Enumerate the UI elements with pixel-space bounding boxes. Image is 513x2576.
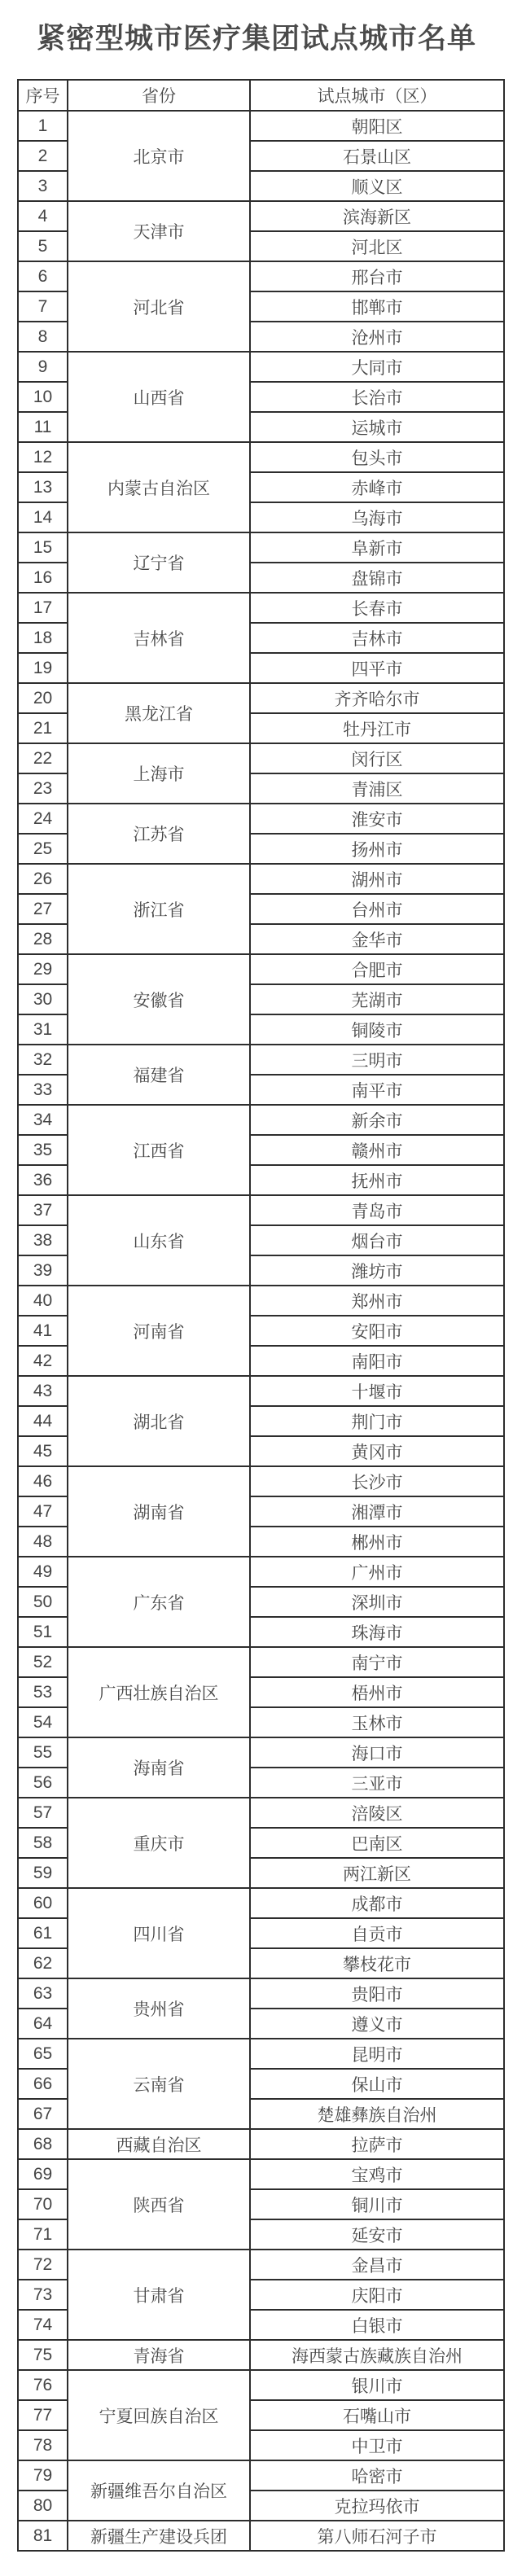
city-cell: 大同市 [250, 352, 504, 382]
row-number-cell: 78 [18, 2430, 68, 2460]
city-cell: 运城市 [250, 412, 504, 442]
city-cell: 吉林市 [250, 623, 504, 653]
row-number-cell: 11 [18, 412, 68, 442]
row-number-cell: 72 [18, 2250, 68, 2280]
city-cell: 两江新区 [250, 1858, 504, 1888]
province-cell: 北京市 [68, 111, 250, 201]
province-cell: 西藏自治区 [68, 2129, 250, 2159]
city-cell: 梧州市 [250, 1677, 504, 1707]
city-cell: 金华市 [250, 924, 504, 954]
city-cell: 青岛市 [250, 1195, 504, 1225]
city-cell: 邢台市 [250, 261, 504, 291]
row-number-cell: 30 [18, 984, 68, 1014]
city-cell: 第八师石河子市 [250, 2521, 504, 2551]
province-cell: 广西壮族自治区 [68, 1647, 250, 1737]
city-cell: 哈密市 [250, 2460, 504, 2491]
row-number-cell: 45 [18, 1436, 68, 1466]
city-cell: 台州市 [250, 894, 504, 924]
city-cell: 朝阳区 [250, 111, 504, 141]
city-cell: 海口市 [250, 1737, 504, 1768]
table-header [18, 80, 504, 111]
province-cell: 青海省 [68, 2340, 250, 2370]
city-cell: 盘锦市 [250, 563, 504, 593]
city-cell: 淮安市 [250, 804, 504, 834]
row-number-cell: 7 [18, 291, 68, 322]
table-row [18, 2129, 504, 2159]
row-number-cell: 54 [18, 1707, 68, 1737]
city-cell: 成都市 [250, 1888, 504, 1918]
table-row [18, 201, 504, 231]
city-cell: 四平市 [250, 653, 504, 683]
table-row [18, 1286, 504, 1316]
city-cell: 银川市 [250, 2370, 504, 2400]
row-number-cell: 1 [18, 111, 68, 141]
table-row [18, 2521, 504, 2551]
province-cell: 贵州省 [68, 1978, 250, 2039]
province-cell: 云南省 [68, 2039, 250, 2129]
table-row [18, 1978, 504, 2009]
table-row [18, 1045, 504, 1075]
row-number-cell: 81 [18, 2521, 68, 2551]
province-cell: 新疆生产建设兵团 [68, 2521, 250, 2551]
city-cell: 河北区 [250, 231, 504, 261]
table-row [18, 1557, 504, 1587]
city-cell: 石景山区 [250, 141, 504, 171]
city-cell: 湖州市 [250, 864, 504, 894]
province-cell: 福建省 [68, 1045, 250, 1105]
row-number-cell: 29 [18, 954, 68, 984]
row-number-cell: 32 [18, 1045, 68, 1075]
table-row [18, 442, 504, 472]
row-number-cell: 53 [18, 1677, 68, 1707]
row-number-cell: 63 [18, 1978, 68, 2009]
row-number-cell: 14 [18, 502, 68, 532]
row-number-cell: 48 [18, 1527, 68, 1557]
row-number-cell: 74 [18, 2310, 68, 2340]
row-number-cell: 44 [18, 1406, 68, 1436]
province-cell: 浙江省 [68, 864, 250, 954]
header-serial-number: 序号 [18, 80, 68, 111]
row-number-cell: 35 [18, 1135, 68, 1165]
table-row [18, 1376, 504, 1406]
city-cell: 宝鸡市 [250, 2159, 504, 2189]
row-number-cell: 50 [18, 1587, 68, 1617]
province-cell: 新疆维吾尔自治区 [68, 2460, 250, 2521]
province-cell: 湖南省 [68, 1466, 250, 1557]
table-row [18, 2460, 504, 2491]
city-cell: 长春市 [250, 593, 504, 623]
pilot-cities-table [17, 79, 505, 2552]
table-row [18, 1647, 504, 1677]
city-cell: 新余市 [250, 1105, 504, 1135]
city-cell: 保山市 [250, 2069, 504, 2099]
row-number-cell: 6 [18, 261, 68, 291]
city-cell: 延安市 [250, 2219, 504, 2250]
city-cell: 克拉玛依市 [250, 2491, 504, 2521]
city-cell: 牡丹江市 [250, 713, 504, 743]
row-number-cell: 24 [18, 804, 68, 834]
city-cell: 赣州市 [250, 1135, 504, 1165]
city-cell: 玉林市 [250, 1707, 504, 1737]
row-number-cell: 77 [18, 2400, 68, 2430]
row-number-cell: 64 [18, 2009, 68, 2039]
table-row [18, 2039, 504, 2069]
row-number-cell: 12 [18, 442, 68, 472]
city-cell: 攀枝花市 [250, 1948, 504, 1978]
table-row [18, 532, 504, 563]
row-number-cell: 19 [18, 653, 68, 683]
row-number-cell: 61 [18, 1918, 68, 1948]
row-number-cell: 41 [18, 1316, 68, 1346]
city-cell: 潍坊市 [250, 1255, 504, 1286]
city-cell: 白银市 [250, 2310, 504, 2340]
city-cell: 湘潭市 [250, 1496, 504, 1527]
city-cell: 黄冈市 [250, 1436, 504, 1466]
row-number-cell: 21 [18, 713, 68, 743]
province-cell: 宁夏回族自治区 [68, 2370, 250, 2460]
province-cell: 内蒙古自治区 [68, 442, 250, 532]
city-cell: 庆阳市 [250, 2280, 504, 2310]
table-row [18, 1888, 504, 1918]
city-cell: 南阳市 [250, 1346, 504, 1376]
table-row [18, 261, 504, 291]
province-cell: 重庆市 [68, 1798, 250, 1888]
province-cell: 广东省 [68, 1557, 250, 1647]
row-number-cell: 62 [18, 1948, 68, 1978]
row-number-cell: 57 [18, 1798, 68, 1828]
province-cell: 甘肃省 [68, 2250, 250, 2340]
province-cell: 山西省 [68, 352, 250, 442]
row-number-cell: 51 [18, 1617, 68, 1647]
city-cell: 广州市 [250, 1557, 504, 1587]
city-cell: 中卫市 [250, 2430, 504, 2460]
city-cell: 乌海市 [250, 502, 504, 532]
row-number-cell: 80 [18, 2491, 68, 2521]
city-cell: 昆明市 [250, 2039, 504, 2069]
city-cell: 三明市 [250, 1045, 504, 1075]
row-number-cell: 10 [18, 382, 68, 412]
table-row [18, 1105, 504, 1135]
row-number-cell: 4 [18, 201, 68, 231]
table-row [18, 1195, 504, 1225]
city-cell: 铜陵市 [250, 1014, 504, 1045]
city-cell: 安阳市 [250, 1316, 504, 1346]
header-pilot-city: 试点城市（区） [250, 80, 504, 111]
city-cell: 自贡市 [250, 1918, 504, 1948]
table-row [18, 2250, 504, 2280]
city-cell: 烟台市 [250, 1225, 504, 1255]
city-cell: 巴南区 [250, 1828, 504, 1858]
row-number-cell: 49 [18, 1557, 68, 1587]
row-number-cell: 70 [18, 2189, 68, 2219]
city-cell: 石嘴山市 [250, 2400, 504, 2430]
header-row [18, 80, 504, 111]
row-number-cell: 26 [18, 864, 68, 894]
city-cell: 金昌市 [250, 2250, 504, 2280]
province-cell: 江苏省 [68, 804, 250, 864]
city-cell: 海西蒙古族藏族自治州 [250, 2340, 504, 2370]
city-cell: 拉萨市 [250, 2129, 504, 2159]
city-cell: 齐齐哈尔市 [250, 683, 504, 713]
row-number-cell: 17 [18, 593, 68, 623]
row-number-cell: 67 [18, 2099, 68, 2129]
row-number-cell: 15 [18, 532, 68, 563]
row-number-cell: 56 [18, 1768, 68, 1798]
row-number-cell: 43 [18, 1376, 68, 1406]
header-province: 省份 [68, 80, 250, 111]
table-row [18, 593, 504, 623]
city-cell: 铜川市 [250, 2189, 504, 2219]
row-number-cell: 22 [18, 743, 68, 773]
table-row [18, 1798, 504, 1828]
province-cell: 湖北省 [68, 1376, 250, 1466]
row-number-cell: 71 [18, 2219, 68, 2250]
city-cell: 十堰市 [250, 1376, 504, 1406]
city-cell: 扬州市 [250, 834, 504, 864]
city-cell: 芜湖市 [250, 984, 504, 1014]
row-number-cell: 60 [18, 1888, 68, 1918]
province-cell: 四川省 [68, 1888, 250, 1978]
row-number-cell: 75 [18, 2340, 68, 2370]
table-row [18, 954, 504, 984]
table-row [18, 743, 504, 773]
page-title: 紧密型城市医疗集团试点城市名单 [36, 23, 476, 55]
row-number-cell: 23 [18, 773, 68, 804]
table-row [18, 683, 504, 713]
city-cell: 青浦区 [250, 773, 504, 804]
row-number-cell: 18 [18, 623, 68, 653]
row-number-cell: 25 [18, 834, 68, 864]
city-cell: 南平市 [250, 1075, 504, 1105]
row-number-cell: 42 [18, 1346, 68, 1376]
city-cell: 涪陵区 [250, 1798, 504, 1828]
city-cell: 珠海市 [250, 1617, 504, 1647]
province-cell: 安徽省 [68, 954, 250, 1045]
table-body [18, 111, 504, 2551]
city-cell: 郑州市 [250, 1286, 504, 1316]
row-number-cell: 5 [18, 231, 68, 261]
province-cell: 上海市 [68, 743, 250, 804]
city-cell: 长沙市 [250, 1466, 504, 1496]
table-row [18, 1737, 504, 1768]
row-number-cell: 8 [18, 322, 68, 352]
row-number-cell: 36 [18, 1165, 68, 1195]
row-number-cell: 47 [18, 1496, 68, 1527]
province-cell: 河南省 [68, 1286, 250, 1376]
row-number-cell: 65 [18, 2039, 68, 2069]
row-number-cell: 79 [18, 2460, 68, 2491]
city-cell: 长治市 [250, 382, 504, 412]
table-row [18, 352, 504, 382]
city-cell: 遵义市 [250, 2009, 504, 2039]
row-number-cell: 33 [18, 1075, 68, 1105]
city-cell: 包头市 [250, 442, 504, 472]
province-cell: 海南省 [68, 1737, 250, 1798]
row-number-cell: 40 [18, 1286, 68, 1316]
row-number-cell: 9 [18, 352, 68, 382]
row-number-cell: 37 [18, 1195, 68, 1225]
row-number-cell: 66 [18, 2069, 68, 2099]
city-cell: 沧州市 [250, 322, 504, 352]
province-cell: 河北省 [68, 261, 250, 352]
city-cell: 南宁市 [250, 1647, 504, 1677]
row-number-cell: 69 [18, 2159, 68, 2189]
row-number-cell: 46 [18, 1466, 68, 1496]
row-number-cell: 59 [18, 1858, 68, 1888]
row-number-cell: 73 [18, 2280, 68, 2310]
city-cell: 抚州市 [250, 1165, 504, 1195]
row-number-cell: 20 [18, 683, 68, 713]
row-number-cell: 3 [18, 171, 68, 201]
city-cell: 贵阳市 [250, 1978, 504, 2009]
city-cell: 闵行区 [250, 743, 504, 773]
province-cell: 江西省 [68, 1105, 250, 1195]
table-row [18, 804, 504, 834]
city-cell: 楚雄彝族自治州 [250, 2099, 504, 2129]
province-cell: 陕西省 [68, 2159, 250, 2250]
row-number-cell: 13 [18, 472, 68, 502]
province-cell: 山东省 [68, 1195, 250, 1286]
city-cell: 赤峰市 [250, 472, 504, 502]
city-cell: 阜新市 [250, 532, 504, 563]
city-cell: 郴州市 [250, 1527, 504, 1557]
table-row [18, 2159, 504, 2189]
row-number-cell: 31 [18, 1014, 68, 1045]
row-number-cell: 76 [18, 2370, 68, 2400]
row-number-cell: 55 [18, 1737, 68, 1768]
row-number-cell: 58 [18, 1828, 68, 1858]
province-cell: 天津市 [68, 201, 250, 261]
table-row [18, 2340, 504, 2370]
row-number-cell: 16 [18, 563, 68, 593]
row-number-cell: 39 [18, 1255, 68, 1286]
row-number-cell: 28 [18, 924, 68, 954]
city-cell: 滨海新区 [250, 201, 504, 231]
table-row [18, 2370, 504, 2400]
city-cell: 合肥市 [250, 954, 504, 984]
city-cell: 深圳市 [250, 1587, 504, 1617]
row-number-cell: 27 [18, 894, 68, 924]
row-number-cell: 2 [18, 141, 68, 171]
table-row [18, 864, 504, 894]
city-cell: 荆门市 [250, 1406, 504, 1436]
row-number-cell: 38 [18, 1225, 68, 1255]
city-cell: 邯郸市 [250, 291, 504, 322]
table-row [18, 1466, 504, 1496]
province-cell: 辽宁省 [68, 532, 250, 593]
province-cell: 黑龙江省 [68, 683, 250, 743]
table-row [18, 111, 504, 141]
city-cell: 顺义区 [250, 171, 504, 201]
row-number-cell: 34 [18, 1105, 68, 1135]
row-number-cell: 68 [18, 2129, 68, 2159]
row-number-cell: 52 [18, 1647, 68, 1677]
city-cell: 三亚市 [250, 1768, 504, 1798]
province-cell: 吉林省 [68, 593, 250, 683]
